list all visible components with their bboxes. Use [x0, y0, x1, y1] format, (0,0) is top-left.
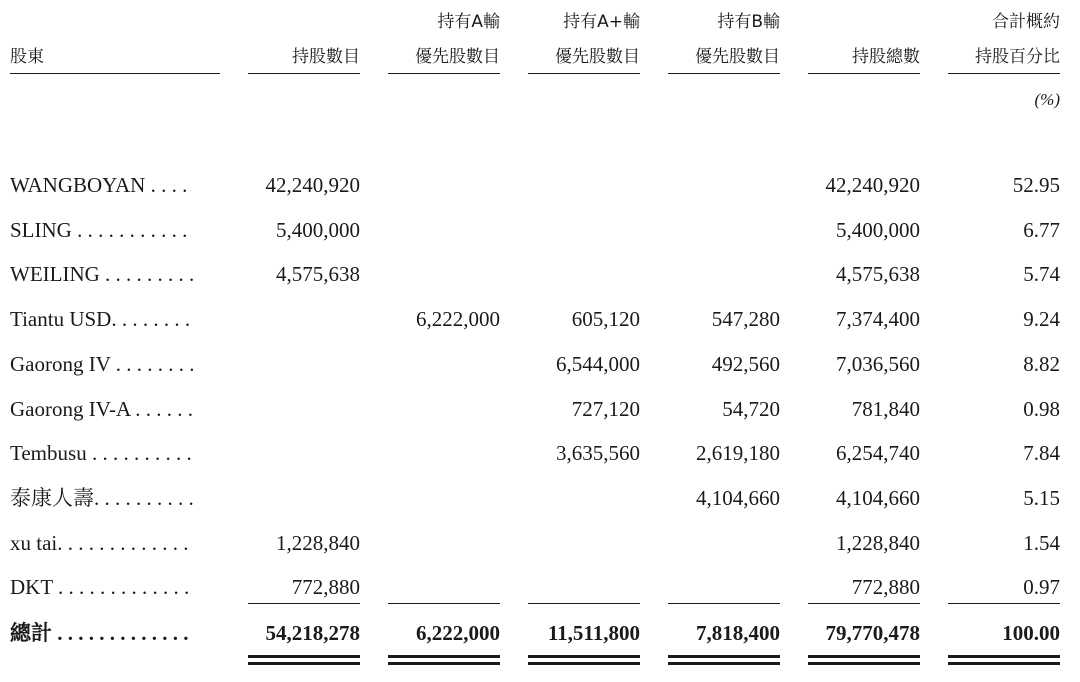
subtotal-rule — [668, 603, 780, 604]
shareholder-name: Tiantu USD. . . . . . . . — [10, 307, 191, 332]
cell-shares: 42,240,920 — [265, 173, 360, 197]
subtotal-rule — [808, 603, 920, 604]
cell-total-shares: 781,840 — [851, 396, 920, 421]
total-pref-b: 7,818,400 — [696, 621, 780, 645]
column-header-total-shares: 持股總數 — [852, 47, 920, 67]
subtotal-rule — [248, 603, 360, 604]
cell-percentage: 7.84 — [1023, 441, 1060, 466]
total-double-rule-top — [808, 655, 920, 658]
column-header-shares: 持股數目 — [292, 47, 360, 67]
shareholder-name: WEILING . . . . . . . . . — [10, 262, 195, 287]
cell-shares: 4,575,638 — [276, 262, 360, 287]
shareholder-name: Gaorong IV . . . . . . . . — [10, 351, 195, 376]
cell-pref-a-plus: 605,120 — [571, 307, 640, 332]
column-header-percentage-line1: 合計概約 — [992, 12, 1060, 32]
subtotal-rule — [528, 603, 640, 604]
cell-pref-a-plus: 3,635,560 — [556, 441, 640, 466]
column-header-pref-b-line1: 持有B輸 — [717, 12, 780, 32]
cell-total-shares: 4,104,660 — [836, 485, 920, 510]
cell-total-shares: 7,036,560 — [836, 351, 920, 376]
header-underline — [808, 73, 920, 74]
column-header-pref-b: 優先股數目 — [695, 47, 780, 67]
cell-total-shares: 42,240,920 — [825, 173, 920, 197]
subtotal-rule — [388, 603, 500, 604]
header-underline — [528, 73, 640, 74]
cell-percentage: 6.77 — [1023, 217, 1060, 242]
total-double-rule-top — [948, 655, 1060, 658]
header-underline — [248, 73, 360, 74]
cell-percentage: 5.15 — [1023, 485, 1060, 510]
cell-shares: 772,880 — [291, 575, 360, 600]
total-shares: 54,218,278 — [265, 621, 360, 645]
column-header-pref-a: 優先股數目 — [415, 47, 500, 67]
percentage-unit-label: (%) — [1034, 90, 1060, 109]
total-double-rule-top — [248, 655, 360, 658]
cell-percentage: 52.95 — [1012, 173, 1060, 197]
total-double-rule-bottom — [248, 662, 360, 665]
cell-percentage: 8.82 — [1023, 351, 1060, 376]
total-double-rule-bottom — [808, 662, 920, 665]
total-double-rule-bottom — [668, 662, 780, 665]
header-underline — [948, 73, 1060, 74]
cell-percentage: 5.74 — [1023, 262, 1060, 287]
column-header-percentage: 持股百分比 — [975, 47, 1060, 67]
shareholder-name: WANGBOYAN . . . . — [10, 173, 188, 197]
total-double-rule-bottom — [388, 662, 500, 665]
column-header-pref-a-plus-line1: 持有A+輸 — [563, 12, 640, 32]
cell-shares: 5,400,000 — [276, 217, 360, 242]
cell-pref-a-plus: 727,120 — [571, 396, 640, 421]
header-underline — [10, 73, 220, 74]
column-header-pref-a-line1: 持有A輸 — [437, 12, 500, 32]
shareholder-name: SLING . . . . . . . . . . . — [10, 217, 188, 242]
total-pref-a: 6,222,000 — [416, 621, 500, 645]
cell-pref-b: 54,720 — [722, 396, 780, 421]
total-percentage: 100.00 — [1002, 621, 1060, 645]
cell-pref-b: 547,280 — [711, 307, 780, 332]
cell-total-shares: 7,374,400 — [836, 307, 920, 332]
column-header-pref-a-plus: 優先股數目 — [555, 47, 640, 67]
header-underline — [388, 73, 500, 74]
cell-percentage: 1.54 — [1023, 530, 1060, 555]
cell-total-shares: 4,575,638 — [836, 262, 920, 287]
total-total-shares: 79,770,478 — [825, 621, 920, 645]
total-double-rule-top — [528, 655, 640, 658]
cell-percentage: 0.97 — [1023, 575, 1060, 600]
cell-total-shares: 5,400,000 — [836, 217, 920, 242]
total-double-rule-bottom — [528, 662, 640, 665]
header-underline — [668, 73, 780, 74]
total-double-rule-bottom — [948, 662, 1060, 665]
cell-pref-a: 6,222,000 — [416, 307, 500, 332]
total-double-rule-top — [388, 655, 500, 658]
shareholder-name: xu tai. . . . . . . . . . . . . — [10, 530, 189, 555]
shareholder-name: Gaorong IV-A . . . . . . — [10, 396, 193, 421]
total-double-rule-top — [668, 655, 780, 658]
shareholder-name: Tembusu . . . . . . . . . . — [10, 441, 192, 466]
cell-percentage: 9.24 — [1023, 307, 1060, 332]
cell-pref-a-plus: 6,544,000 — [556, 351, 640, 376]
cell-total-shares: 1,228,840 — [836, 530, 920, 555]
total-label: 總計 . . . . . . . . . . . . . — [10, 621, 189, 645]
column-header-shareholder: 股東 — [10, 47, 44, 67]
cell-shares: 1,228,840 — [276, 530, 360, 555]
subtotal-rule — [948, 603, 1060, 604]
cell-percentage: 0.98 — [1023, 396, 1060, 421]
cell-total-shares: 6,254,740 — [836, 441, 920, 466]
cell-total-shares: 772,880 — [851, 575, 920, 600]
cell-pref-b: 4,104,660 — [696, 485, 780, 510]
cell-pref-b: 492,560 — [711, 351, 780, 376]
shareholder-name: 泰康人壽. . . . . . . . . . — [10, 485, 194, 510]
cell-pref-b: 2,619,180 — [696, 441, 780, 466]
total-pref-a-plus: 11,511,800 — [547, 621, 640, 645]
shareholder-name: DKT . . . . . . . . . . . . . — [10, 575, 190, 600]
